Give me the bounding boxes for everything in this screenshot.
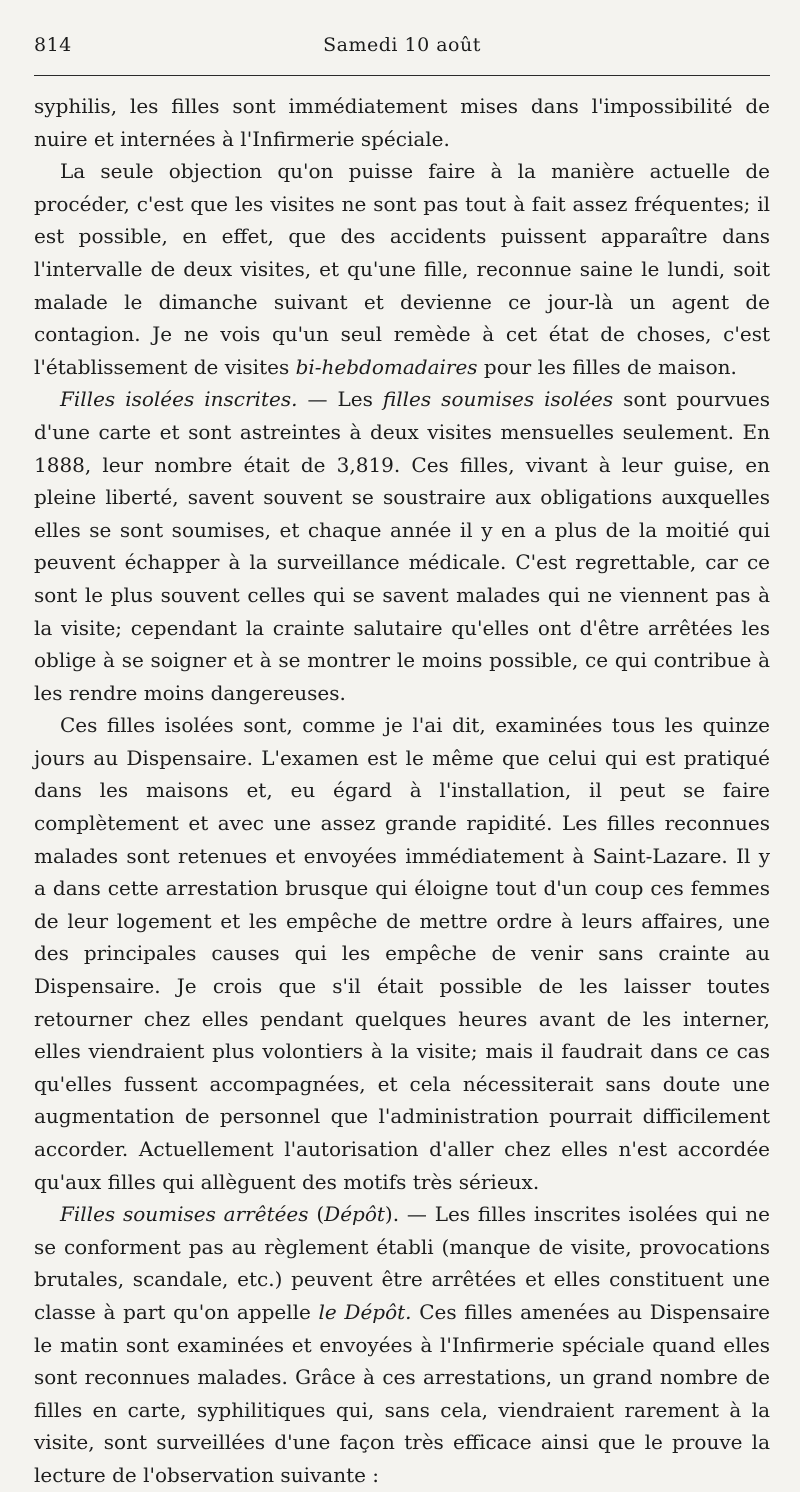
paragraph xyxy=(34,709,770,1198)
paragraph xyxy=(34,1198,770,1491)
italic-term: bi-hebdomadaires xyxy=(295,354,478,379)
paragraph xyxy=(34,383,770,709)
section-heading: Filles soumises arrêtées xyxy=(60,1202,309,1227)
paragraph-text: Ces filles amenées au Dispensaire le matin sont examinées et envoyées à l'Infirmerie spéciale quand elles sont reconnues malades. Grâce à ces arrestations, un grand nombre de filles en carte, syphilitiques qui, sans cela, viendraient rarement à la visite, sont surveillées d'une façon très efficace ainsi que le prouve la lecture de l'observation suivante : xyxy=(34,1299,770,1487)
paragraph-text: syphilis, les filles sont immédiatement mises dans l'impossibilité de nuire et internées à l'Infirmerie spéciale. xyxy=(34,94,770,151)
italic-term: filles soumises isolées xyxy=(382,387,614,412)
paragraph-continuation xyxy=(34,90,770,155)
page-header xyxy=(34,0,770,76)
paragraph-text: pour les filles de maison. xyxy=(477,354,737,379)
paragraph-text: La seule objection qu'on puisse faire à la manière actuelle de procéder, c'est que les visites ne sont pas tout à fait assez fréquentes; il est possible, en effet, que des accidents puissent apparaître dans l'intervalle de deux visites, et qu'une fille, reconnue saine le lundi, soit malade le dimanche suivant et devienne ce jour-là un agent de contagion. Je ne vois qu'un seul remède à cet état de choses, c'est l'établissement de visites xyxy=(34,159,770,379)
page-number: 814 xyxy=(34,34,72,56)
paragraph-text: Les filles inscrites isolées qui ne se conforment pas au règlement établi (manque de visite, provocations brutales, scandale, etc.) peuvent être arrêtées et elles constituent une classe à part qu'on appelle xyxy=(34,1202,770,1324)
paren: ). — xyxy=(384,1202,435,1227)
italic-term: le Dépôt. xyxy=(318,1299,412,1324)
header-rule xyxy=(34,75,770,76)
paragraph xyxy=(34,155,770,383)
body-text xyxy=(34,76,770,1492)
paren: ( xyxy=(308,1202,325,1227)
section-heading: Filles isolées inscrites. xyxy=(60,387,298,412)
section-heading-term: Dépôt xyxy=(324,1202,385,1227)
paragraph-text: Ces filles isolées sont, comme je l'ai dit, examinées tous les quinze jours au Dispensaire. L'examen est le même que celui qui est pratiqué dans les maisons et, eu égard à l'installation, il peut se faire complètement et avec une assez grande rapidité. Les filles reconnues malades sont retenues et envoyées immédiatement à Saint-Lazare. Il y a dans cette arrestation brusque qui éloigne tout d'un coup ces femmes de leur logement et les empêche de mettre ordre à leurs affaires, une des principales causes qui les empêche de venir sans crainte au Dispensaire. Je crois que s'il était possible de les laisser toutes retourner chez elles pendant quelques heures avant de les interner, elles viendraient plus volontiers à la visite; mais il faudrait dans ce cas qu'elles fussent accompagnées, et cela nécessiterait sans doute une augmentation de personnel que l'administration pourrait difficilement accorder. Actuellement l'autorisation d'aller chez elles n'est accordée qu'aux filles qui allèguent des motifs très sérieux. xyxy=(34,713,770,1194)
dash: — Les xyxy=(297,387,383,412)
running-head: Samedi 10 août xyxy=(323,34,481,56)
paragraph-text: sont pourvues d'une carte et sont astreintes à deux visites mensuelles seulement. En 1888, leur nombre était de 3,819. Ces filles, vivant à leur guise, en pleine liberté, savent souvent se soustraire aux obligations auxquelles elles se sont soumises, et chaque année il y en a plus de la moitié qui peuvent échapper à la surveillance médicale. C'est regrettable, car ce sont le plus souvent celles qui se savent malades qui ne viennent pas à la visite; cependant la crainte salutaire qu'elles ont d'être arrêtées les oblige à se soigner et à se montrer le moins possible, ce qui contribue à les rendre moins dangereuses. xyxy=(34,387,770,705)
